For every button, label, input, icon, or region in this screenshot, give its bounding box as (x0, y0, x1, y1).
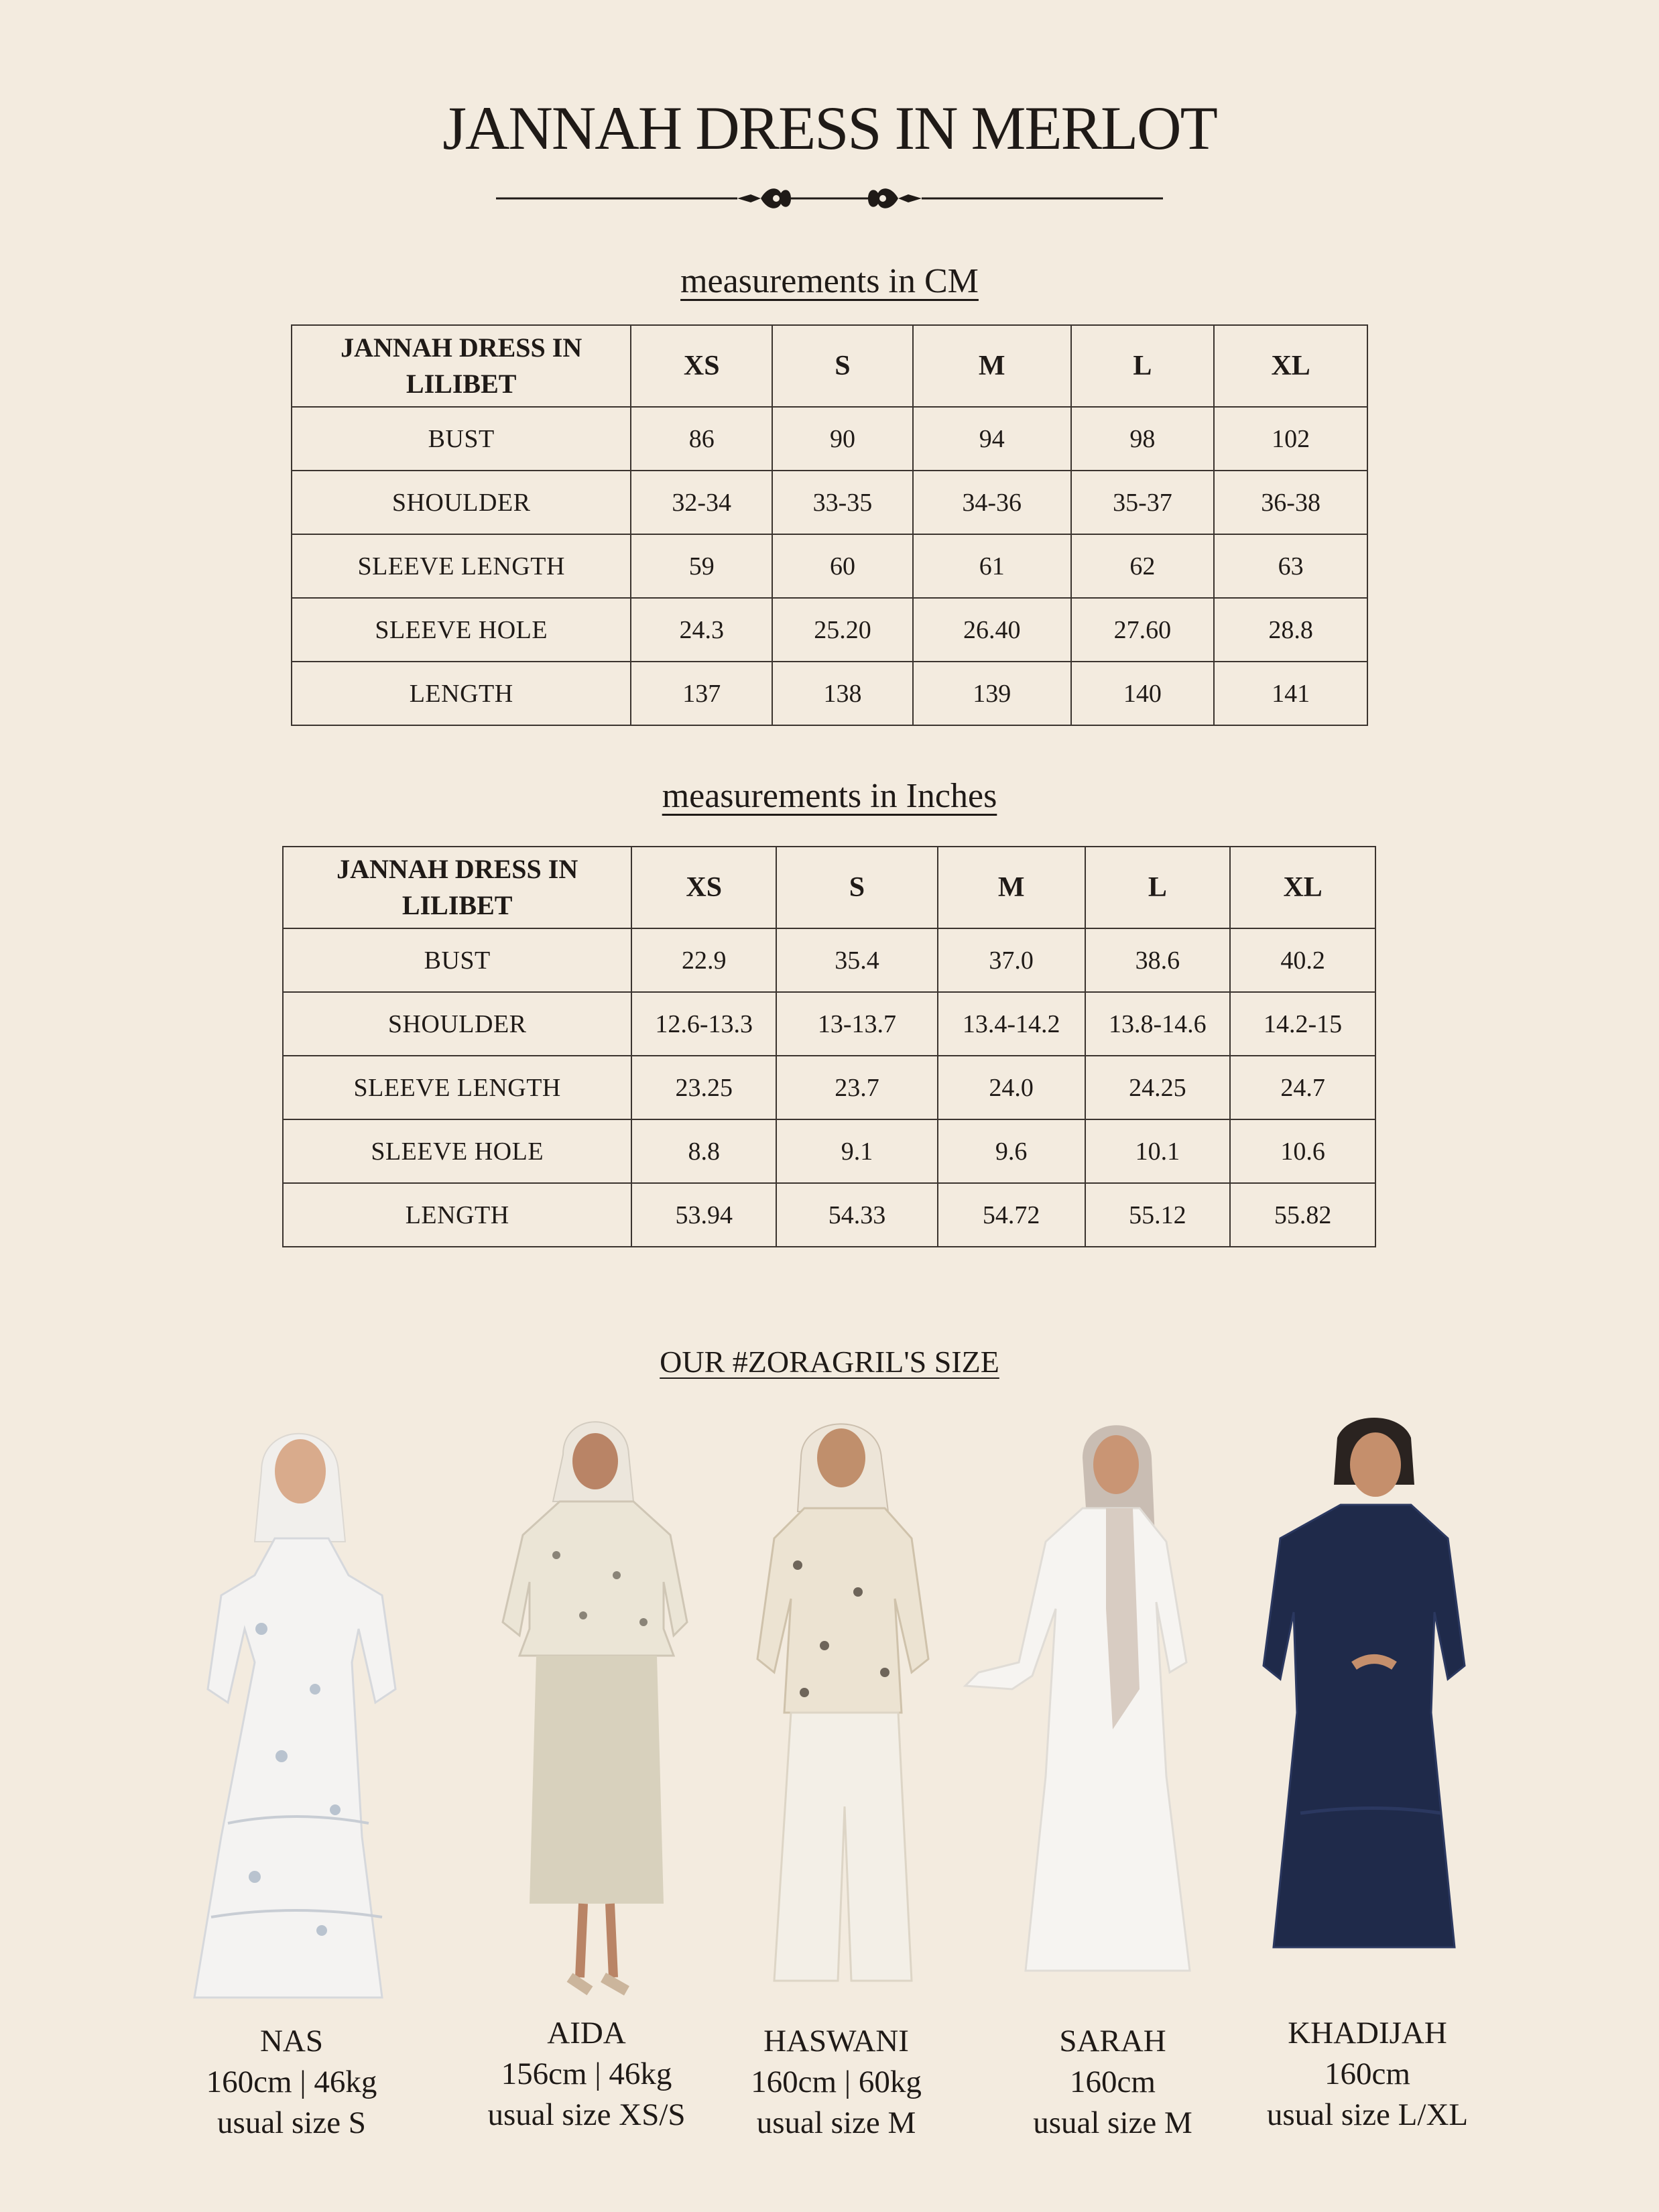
size-header: XS (631, 847, 776, 928)
page-title: JANNAH DRESS IN MERLOT (442, 94, 1217, 162)
table-cell: 55.12 (1085, 1183, 1231, 1247)
size-header: L (1071, 325, 1215, 407)
table-cell: 24.3 (631, 598, 772, 662)
table-cell: 24.25 (1085, 1056, 1231, 1119)
table-cell: 141 (1214, 662, 1367, 725)
table-cell: 23.7 (776, 1056, 938, 1119)
table-row (283, 1056, 1375, 1119)
table-cell: 54.33 (776, 1183, 938, 1247)
table-row (292, 534, 1367, 598)
table-cell: 62 (1071, 534, 1215, 598)
model-stats: 160cm (1325, 2056, 1410, 2091)
table-row (283, 992, 1375, 1056)
table-cell: 35.4 (776, 928, 938, 992)
table-cell: 90 (772, 407, 913, 471)
model-name: KHADIJAH (1288, 2016, 1447, 2050)
table-corner-label: JANNAH DRESS IN LILIBET (292, 325, 631, 407)
model-stats: 160cm | 46kg (206, 2065, 377, 2099)
row-label: SLEEVE HOLE (292, 598, 631, 662)
row-label: SLEEVE HOLE (283, 1119, 631, 1183)
table-cell: 63 (1214, 534, 1367, 598)
size-header: M (913, 325, 1071, 407)
table-cell: 13.8-14.6 (1085, 992, 1231, 1056)
table-cell: 22.9 (631, 928, 776, 992)
table-corner-label: JANNAH DRESS IN LILIBET (283, 847, 631, 928)
table-cell: 10.6 (1230, 1119, 1375, 1183)
row-label: SHOULDER (283, 992, 631, 1056)
row-label: BUST (292, 407, 631, 471)
model-stats: 156cm | 46kg (501, 2056, 672, 2091)
table-row (283, 928, 1375, 992)
size-header: XS (631, 325, 772, 407)
table-cell: 61 (913, 534, 1071, 598)
model-name: HASWANI (763, 2024, 909, 2059)
table-cell: 36-38 (1214, 471, 1367, 534)
table-cell: 34-36 (913, 471, 1071, 534)
model-name: SARAH (1059, 2024, 1166, 2059)
table-cell: 10.1 (1085, 1119, 1231, 1183)
table-row (292, 407, 1367, 471)
table-cell: 13.4-14.2 (938, 992, 1085, 1056)
table-cell: 32-34 (631, 471, 772, 534)
table-cell: 139 (913, 662, 1071, 725)
row-label: SLEEVE LENGTH (283, 1056, 631, 1119)
row-label: SHOULDER (292, 471, 631, 534)
model-usual-size: usual size S (217, 2105, 366, 2140)
models-heading: OUR #ZORAGRIL'S SIZE (660, 1345, 999, 1379)
cm-section-heading: measurements in CM (680, 262, 979, 300)
model-stats: 160cm | 60kg (751, 2065, 922, 2099)
table-cell: 14.2-15 (1230, 992, 1375, 1056)
table-header-row (292, 325, 1367, 407)
size-header: XL (1214, 325, 1367, 407)
table-cell: 40.2 (1230, 928, 1375, 992)
table-row (292, 662, 1367, 725)
size-header: XL (1230, 847, 1375, 928)
table-cell: 59 (631, 534, 772, 598)
row-label: SLEEVE LENGTH (292, 534, 631, 598)
table-header-row (283, 847, 1375, 928)
model-photo-khadijah (1260, 1411, 1481, 2001)
table-cell: 37.0 (938, 928, 1085, 992)
table-cell: 12.6-13.3 (631, 992, 776, 1056)
inch-section-heading: measurements in Inches (662, 777, 997, 815)
table-cell: 98 (1071, 407, 1215, 471)
size-header: S (776, 847, 938, 928)
model-name: AIDA (547, 2016, 626, 2050)
model-name: NAS (259, 2024, 324, 2059)
model-usual-size: usual size L/XL (1266, 2097, 1469, 2132)
model-stats: 160cm (1070, 2065, 1156, 2099)
row-label: BUST (283, 928, 631, 992)
model-photo-aida (483, 1401, 697, 2004)
table-cell: 9.6 (938, 1119, 1085, 1183)
table-cell: 140 (1071, 662, 1215, 725)
table-cell: 26.40 (913, 598, 1071, 662)
size-header: S (772, 325, 913, 407)
table-cell: 137 (631, 662, 772, 725)
inch-size-table (282, 846, 1376, 1247)
model-usual-size: usual size XS/S (487, 2097, 686, 2132)
row-label: LENGTH (292, 662, 631, 725)
table-cell: 55.82 (1230, 1183, 1375, 1247)
table-cell: 54.72 (938, 1183, 1085, 1247)
table-cell: 138 (772, 662, 913, 725)
table-cell: 86 (631, 407, 772, 471)
ornament-divider-icon (496, 180, 1163, 217)
size-header: M (938, 847, 1085, 928)
model-photo-haswani (744, 1404, 945, 2008)
table-row (292, 471, 1367, 534)
table-cell: 24.0 (938, 1056, 1085, 1119)
model-caption-haswani (737, 2021, 935, 2144)
model-caption-khadijah (1253, 2013, 1481, 2136)
cm-size-table (291, 324, 1368, 726)
table-cell: 24.7 (1230, 1056, 1375, 1119)
table-row (292, 598, 1367, 662)
table-cell: 9.1 (776, 1119, 938, 1183)
table-cell: 25.20 (772, 598, 913, 662)
table-cell: 23.25 (631, 1056, 776, 1119)
table-cell: 27.60 (1071, 598, 1215, 662)
model-photo-nas (181, 1408, 436, 2011)
table-cell: 102 (1214, 407, 1367, 471)
table-cell: 94 (913, 407, 1071, 471)
model-photo-sarah (938, 1408, 1207, 2011)
table-row (283, 1183, 1375, 1247)
table-cell: 33-35 (772, 471, 913, 534)
size-header: L (1085, 847, 1231, 928)
model-caption-aida (469, 2013, 704, 2136)
table-cell: 8.8 (631, 1119, 776, 1183)
model-caption-nas (191, 2021, 392, 2144)
table-cell: 60 (772, 534, 913, 598)
table-cell: 38.6 (1085, 928, 1231, 992)
table-cell: 35-37 (1071, 471, 1215, 534)
table-row (283, 1119, 1375, 1183)
table-cell: 28.8 (1214, 598, 1367, 662)
row-label: LENGTH (283, 1183, 631, 1247)
table-cell: 13-13.7 (776, 992, 938, 1056)
model-usual-size: usual size M (1033, 2105, 1192, 2140)
table-cell: 53.94 (631, 1183, 776, 1247)
model-caption-sarah (1012, 2021, 1213, 2144)
model-usual-size: usual size M (756, 2105, 916, 2140)
